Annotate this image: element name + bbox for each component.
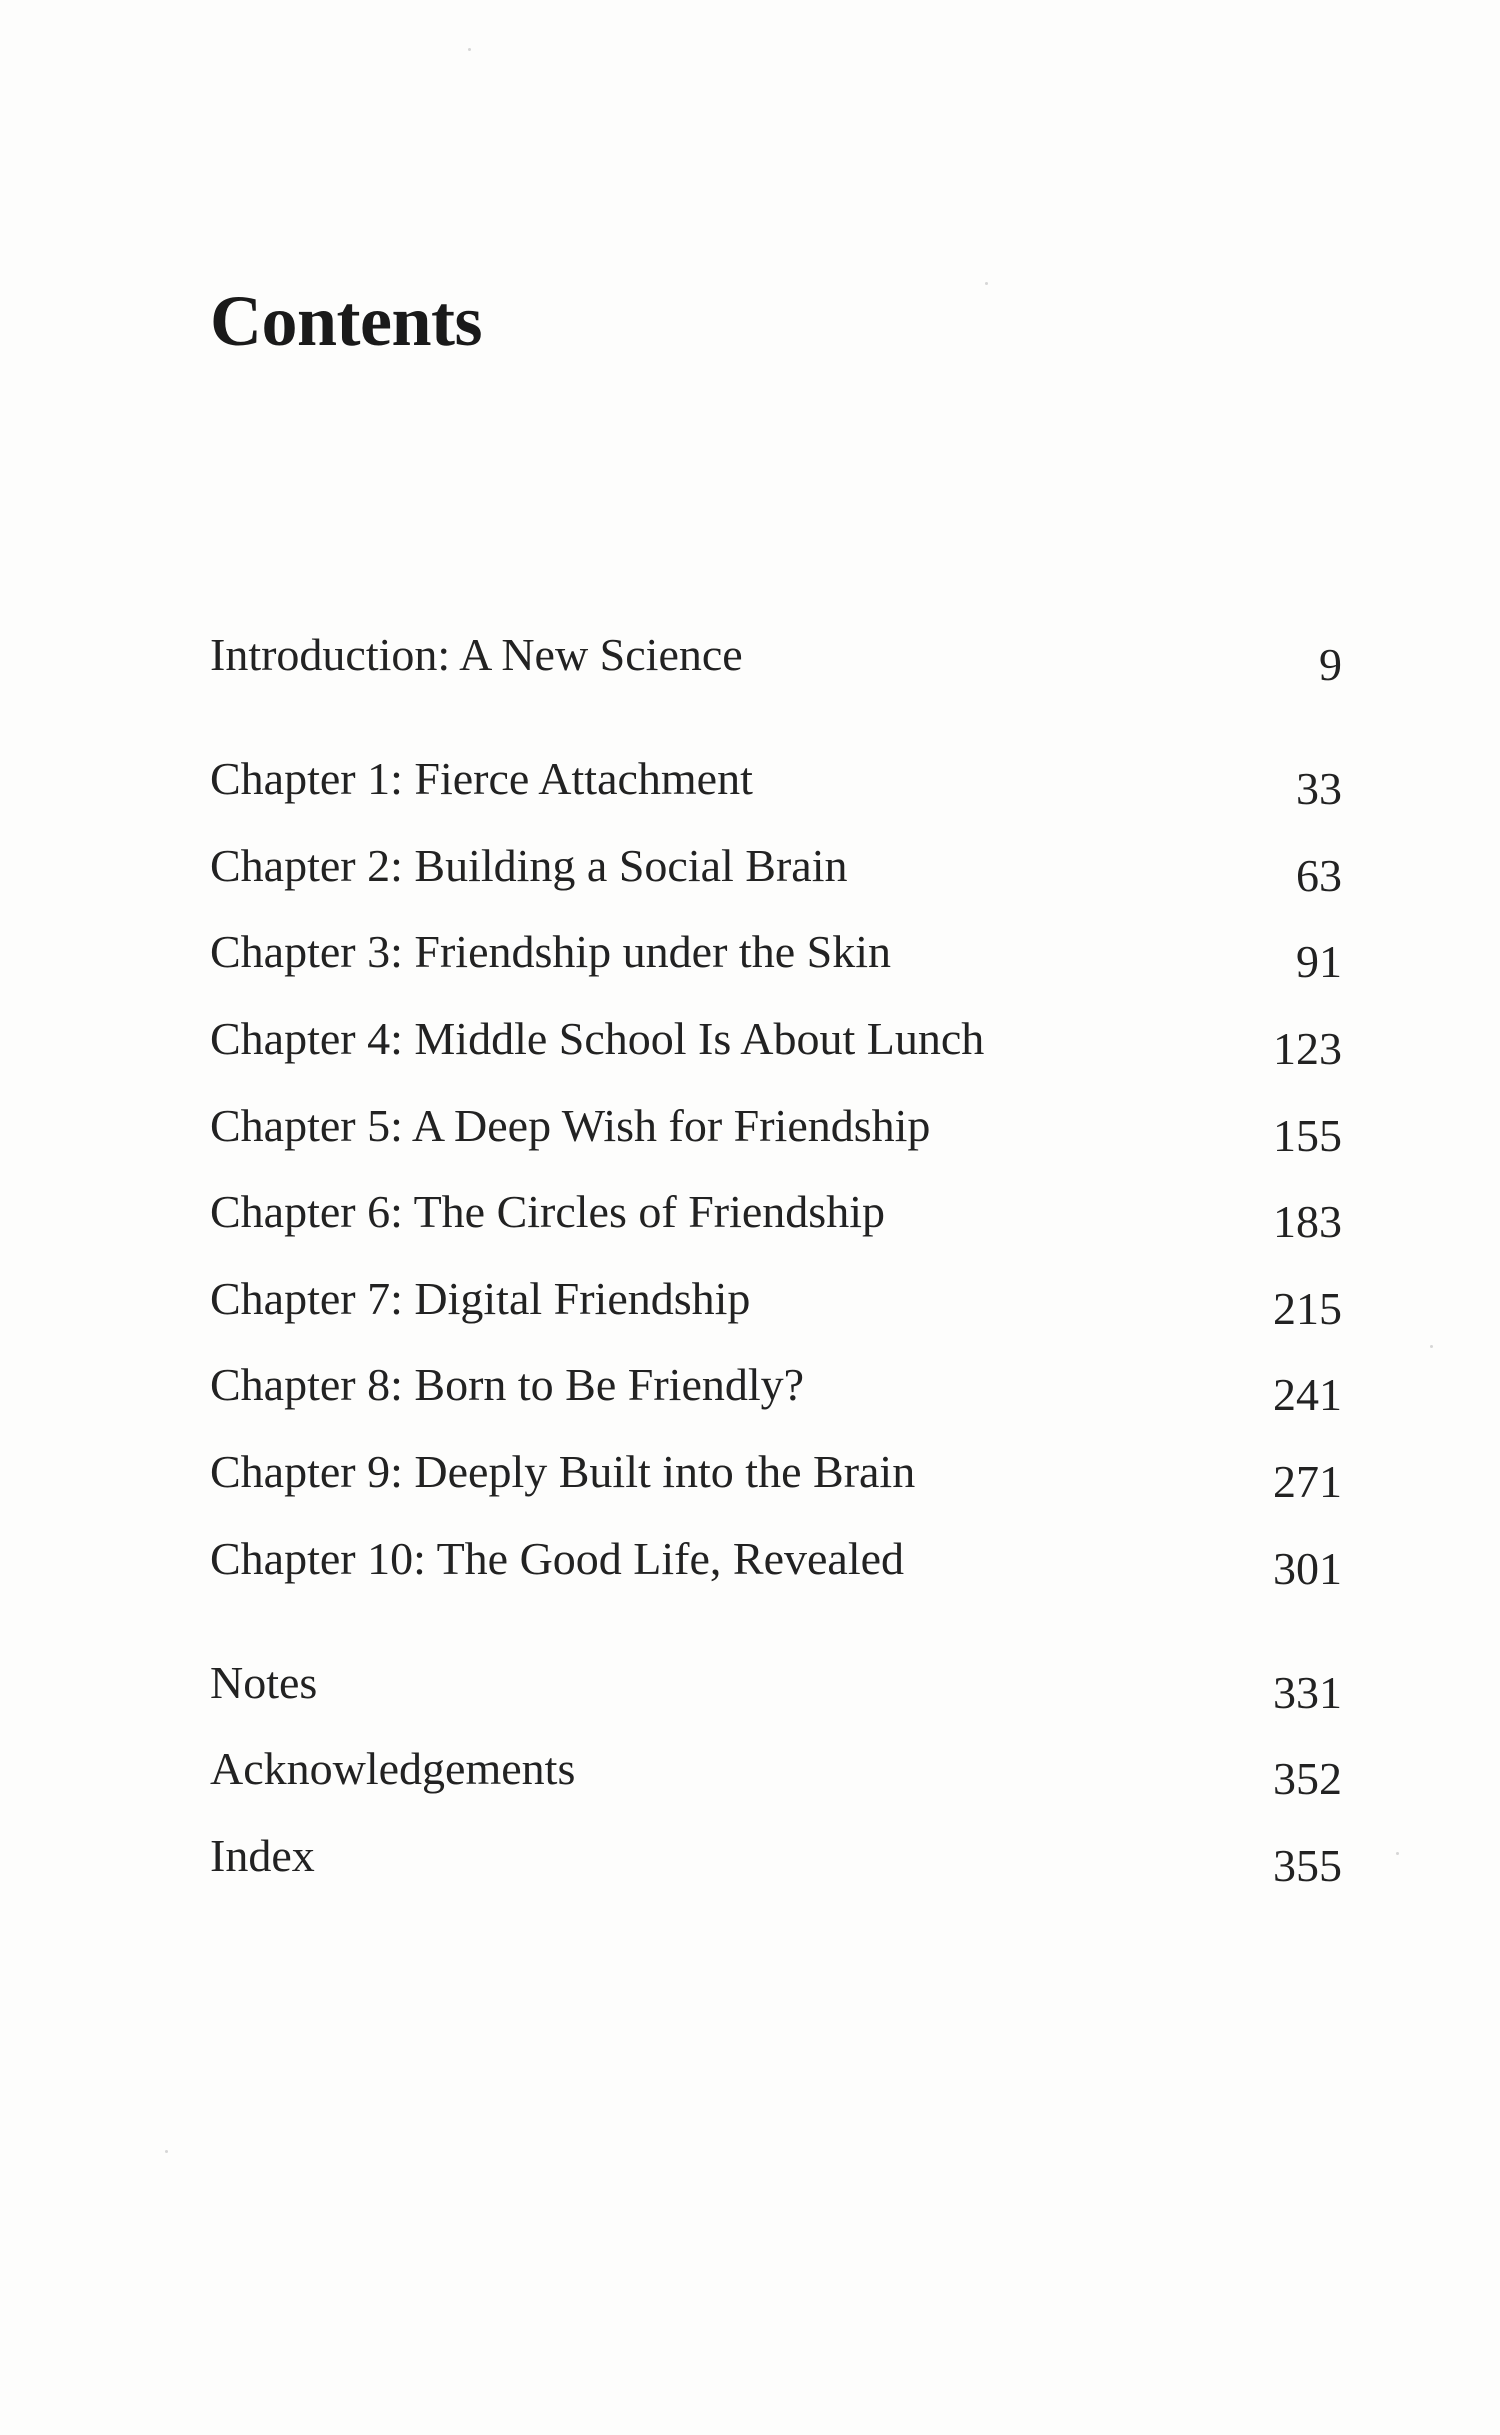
toc-entry-title: Introduction: A New Science (210, 629, 743, 680)
toc-entry-title: Acknowledgements (210, 1743, 576, 1794)
toc-entry-chapter-1[interactable] (210, 749, 1342, 814)
toc-entry-chapter-4[interactable] (210, 1009, 1342, 1074)
toc-entry-page: 183 (1273, 1196, 1342, 1247)
toc-entry-title: Index (210, 1830, 315, 1881)
toc-entry-chapter-5[interactable] (210, 1096, 1342, 1161)
toc-entry-title: Chapter 5: A Deep Wish for Friendship (210, 1100, 931, 1151)
toc-entry-chapter-6[interactable] (210, 1182, 1342, 1247)
toc-entry-chapter-10[interactable] (210, 1529, 1342, 1594)
toc-entry-page: 155 (1273, 1110, 1342, 1161)
toc-entry-page: 352 (1273, 1753, 1342, 1804)
toc-entry-chapter-8[interactable] (210, 1355, 1342, 1420)
toc-entry-page: 331 (1273, 1667, 1342, 1718)
toc-entry-chapter-2[interactable] (210, 836, 1342, 901)
toc-entry-acknowledgements[interactable] (210, 1739, 1342, 1804)
toc-entry-title: Chapter 9: Deeply Built into the Brain (210, 1446, 916, 1497)
toc-entry-chapter-7[interactable] (210, 1269, 1342, 1334)
toc-entry-introduction[interactable] (210, 625, 1342, 690)
toc-entry-title: Chapter 7: Digital Friendship (210, 1273, 751, 1324)
toc-entry-page: 123 (1273, 1023, 1342, 1074)
toc-entry-page: 241 (1273, 1369, 1342, 1420)
toc-entry-page: 33 (1296, 763, 1342, 814)
toc-entry-title: Chapter 6: The Circles of Friendship (210, 1186, 885, 1237)
toc-entry-chapter-9[interactable] (210, 1442, 1342, 1507)
toc-entry-page: 301 (1273, 1543, 1342, 1594)
toc-entry-page: 91 (1296, 936, 1342, 987)
toc-entry-notes[interactable] (210, 1653, 1342, 1718)
toc-entry-title: Notes (210, 1657, 318, 1708)
toc-entry-title: Chapter 3: Friendship under the Skin (210, 926, 891, 977)
toc-entry-chapter-3[interactable] (210, 922, 1342, 987)
toc-entry-title: Chapter 4: Middle School Is About Lunch (210, 1013, 985, 1064)
toc-entry-page: 215 (1273, 1283, 1342, 1334)
toc-entry-index[interactable] (210, 1826, 1342, 1891)
toc-entry-title: Chapter 8: Born to Be Friendly? (210, 1359, 805, 1410)
toc-entry-page: 271 (1273, 1456, 1342, 1507)
toc-entry-title: Chapter 10: The Good Life, Revealed (210, 1533, 905, 1584)
toc-entry-title: Chapter 1: Fierce Attachment (210, 753, 753, 804)
page-title: Contents (210, 281, 483, 361)
toc-entry-page: 9 (1319, 639, 1342, 690)
toc-entry-page: 63 (1296, 850, 1342, 901)
toc-entry-page: 355 (1273, 1840, 1342, 1891)
toc-entry-title: Chapter 2: Building a Social Brain (210, 840, 848, 891)
